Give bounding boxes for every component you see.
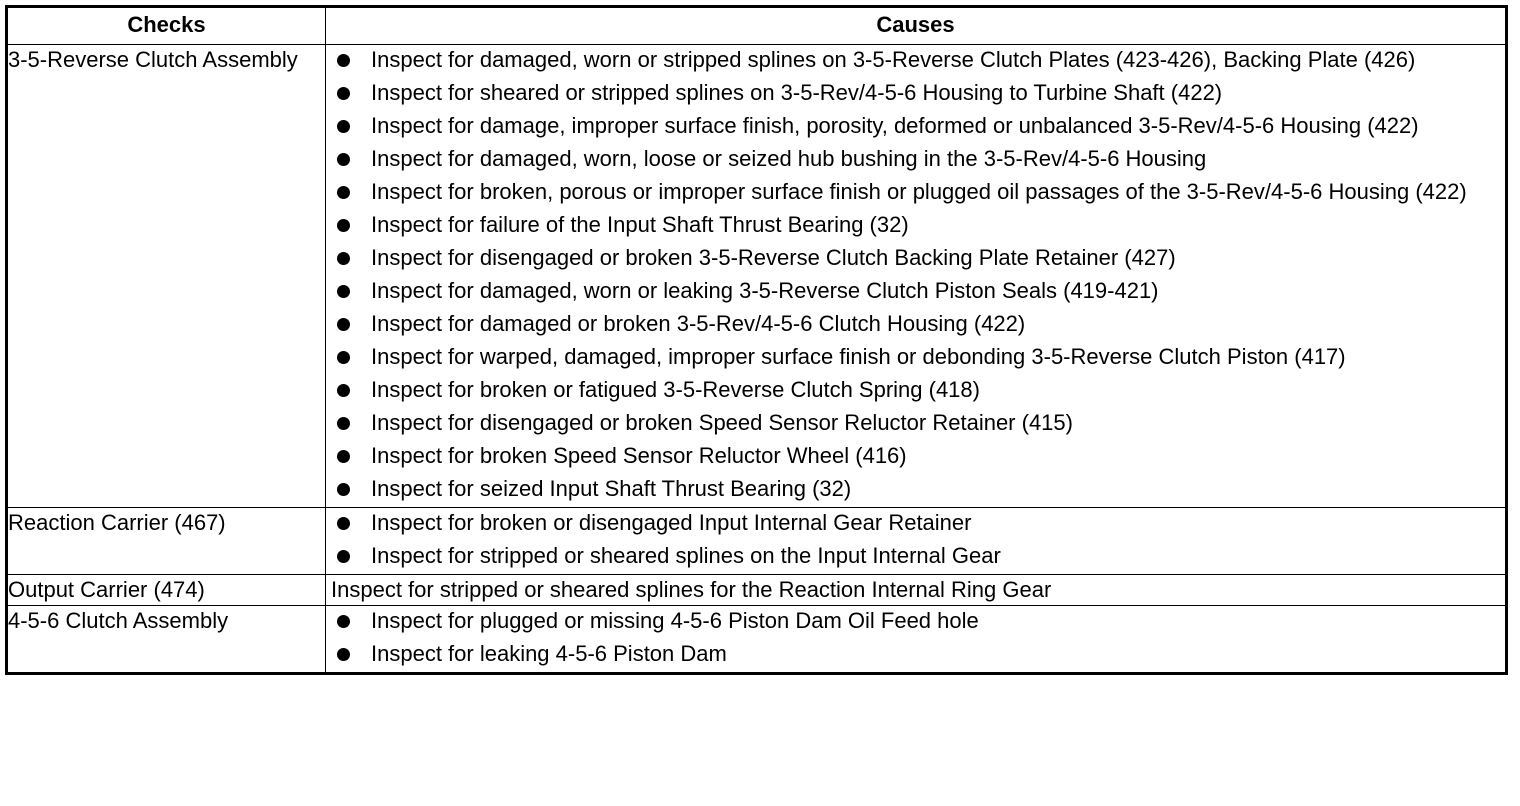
table-row: [7, 575, 1507, 606]
cause-text: Inspect for failure of the Input Shaft Thrust Bearing (32): [371, 212, 909, 237]
cause-text: Inspect for damage, improper surface finish, porosity, deformed or unbalanced 3-5-Rev/4-5-6 Housing (422): [371, 113, 1419, 138]
cause-item: [326, 342, 1505, 372]
bullet-icon: [337, 450, 350, 463]
table-row: [7, 606, 1507, 674]
bullet-icon: [337, 384, 350, 397]
check-cell: Reaction Carrier (467): [7, 508, 326, 575]
cause-item: [326, 309, 1505, 339]
causes-cell: [326, 575, 1507, 606]
cause-item: [326, 408, 1505, 438]
cause-text: Inspect for damaged, worn or stripped splines on 3-5-Reverse Clutch Plates (423-426), Backing Plate (426): [371, 47, 1416, 72]
bullet-icon: [337, 219, 350, 232]
header-row: [7, 7, 1507, 45]
cause-text: Inspect for broken Speed Sensor Reluctor Wheel (416): [371, 443, 907, 468]
cause-text: Inspect for seized Input Shaft Thrust Bearing (32): [371, 476, 852, 501]
bullet-icon: [337, 351, 350, 364]
cause-text: Inspect for damaged, worn or leaking 3-5-Reverse Clutch Piston Seals (419-421): [371, 278, 1159, 303]
cause-item: [326, 508, 1505, 538]
cause-item: [326, 639, 1505, 669]
cause-item: [326, 276, 1505, 306]
cause-item: [326, 243, 1505, 273]
cause-text: Inspect for sheared or stripped splines on 3-5-Rev/4-5-6 Housing to Turbine Shaft (422): [371, 80, 1223, 105]
bullet-icon: [337, 483, 350, 496]
causes-header: Causes: [326, 7, 1507, 45]
diagnostic-table: [5, 5, 1508, 675]
cause-text: Inspect for broken or disengaged Input Internal Gear Retainer: [371, 510, 972, 535]
cause-text: Inspect for broken or fatigued 3-5-Reverse Clutch Spring (418): [371, 377, 980, 402]
cause-text: Inspect for damaged or broken 3-5-Rev/4-5-6 Clutch Housing (422): [371, 311, 1026, 336]
bullet-icon: [337, 648, 350, 661]
cause-item: [326, 606, 1505, 636]
bullet-icon: [337, 186, 350, 199]
cause-text: Inspect for leaking 4-5-6 Piston Dam: [371, 641, 727, 666]
cause-item: [326, 78, 1505, 108]
bullet-icon: [337, 87, 350, 100]
bullet-icon: [337, 54, 350, 67]
table-row: [7, 45, 1507, 508]
cause-text: Inspect for disengaged or broken Speed Sensor Reluctor Retainer (415): [371, 410, 1073, 435]
cause-item: [326, 177, 1505, 207]
causes-list: [326, 508, 1505, 571]
cause-item: [326, 375, 1505, 405]
bullet-icon: [337, 153, 350, 166]
bullet-icon: [337, 252, 350, 265]
cause-text: Inspect for stripped or sheared splines for the Reaction Internal Ring Gear: [331, 577, 1052, 602]
check-cell: 3-5-Reverse Clutch Assembly: [7, 45, 326, 508]
bullet-icon: [337, 417, 350, 430]
cause-text: Inspect for broken, porous or improper surface finish or plugged oil passages of the 3-5-Rev/4-5-6 Housing (422): [371, 179, 1467, 204]
bullet-icon: [337, 517, 350, 530]
cause-item: [326, 210, 1505, 240]
cause-text: Inspect for damaged, worn, loose or seized hub bushing in the 3-5-Rev/4-5-6 Housing: [371, 146, 1207, 171]
check-cell: Output Carrier (474): [7, 575, 326, 606]
causes-cell: [326, 606, 1507, 674]
causes-cell: [326, 45, 1507, 508]
causes-cell: [326, 508, 1507, 575]
bullet-icon: [337, 318, 350, 331]
table-row: [7, 508, 1507, 575]
check-cell: 4-5-6 Clutch Assembly: [7, 606, 326, 674]
bullet-icon: [337, 285, 350, 298]
cause-item: [326, 111, 1505, 141]
bullet-icon: [337, 550, 350, 563]
bullet-icon: [337, 615, 350, 628]
checks-header: Checks: [7, 7, 326, 45]
cause-item: [326, 541, 1505, 571]
cause-text: Inspect for stripped or sheared splines on the Input Internal Gear: [371, 543, 1001, 568]
cause-item: [326, 441, 1505, 471]
bullet-icon: [337, 120, 350, 133]
causes-list: [326, 606, 1505, 669]
causes-list: [326, 45, 1505, 504]
cause-item: [326, 474, 1505, 504]
cause-text: Inspect for warped, damaged, improper surface finish or debonding 3-5-Reverse Clutch Piston (417): [371, 344, 1346, 369]
cause-item: [326, 144, 1505, 174]
cause-item: [326, 45, 1505, 75]
cause-text: Inspect for plugged or missing 4-5-6 Piston Dam Oil Feed hole: [371, 608, 979, 633]
cause-text: Inspect for disengaged or broken 3-5-Reverse Clutch Backing Plate Retainer (427): [371, 245, 1176, 270]
